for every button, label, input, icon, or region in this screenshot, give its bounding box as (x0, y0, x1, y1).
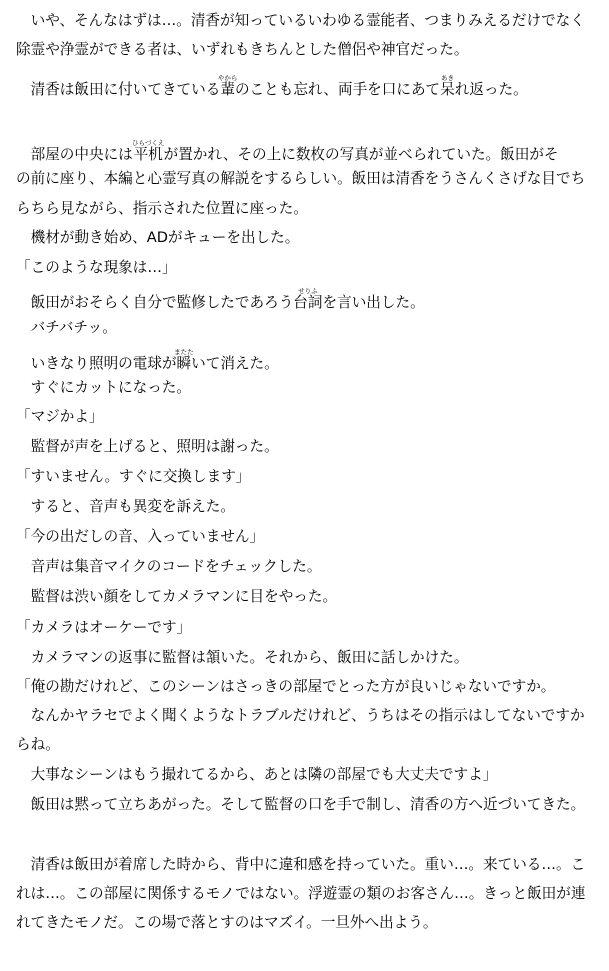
text-line: らね。 (16, 736, 60, 753)
furigana-word: 呆あき (440, 74, 455, 96)
furigana-reading: やから (217, 74, 238, 82)
text-line: なんかヤラセでよく聞くようなトラブルだけれど、うちはその指示はしてないですか (16, 707, 585, 724)
text-line: 大事なシーンはもう撮れてるから、あとは隣の部屋でも大丈夫ですよ」 (16, 766, 498, 783)
text-line: 「今の出だしの音、入っていません」 (16, 528, 265, 545)
text-line: れは…。この部屋に関係するモノではない。浮遊霊の類のお客さん…。きっと飯田が連 (16, 885, 586, 902)
text-line: 「このような現象は…」 (16, 259, 177, 276)
text-line: 飯田がおそらく自分で監修したであろう台詞せりふを言い出した。 (16, 287, 425, 309)
text-line: すぐにカットになった。 (16, 379, 191, 396)
furigana-reading: ひらづくえ (131, 139, 165, 147)
text-line: いや、そんなはずは…。清香が知っているいわゆる霊能者、つまりみえるだけでなく (16, 12, 585, 29)
text-line: らちら見ながら、指示された位置に座った。 (16, 200, 308, 217)
text-line: 「すいません。すぐに交換します」 (16, 468, 251, 485)
text-line: いきなり照明の電球が瞬またたいて消えた。 (16, 348, 279, 370)
text-line: 部屋の中央には平机ひらづくえが置かれ、その上に数枚の写真が並べられていた。飯田がそ (16, 139, 559, 161)
text-line: 監督は渋い顔をしてカメラマンに目をやった。 (16, 588, 338, 605)
text-line: 音声は集音マイクのコードをチェックした。 (16, 558, 322, 575)
text-line: 監督が声を上げると、照明は謝った。 (16, 438, 279, 455)
text-line: 清香は飯田に付いてきている輩やからのことも忘れ、両手を口にあて呆あきれ返った。 (16, 74, 528, 96)
text-line: 除霊や浄霊ができる者は、いずれもきちんとした僧侶や神官だった。 (16, 41, 469, 58)
text-line: 機材が動き始め、ADがキューを出した。 (16, 229, 300, 246)
text-line: バチバチッ。 (16, 319, 117, 336)
text-line: 「カメラはオーケーです」 (16, 619, 192, 636)
text-line: の前に座り、本編と心霊写真の解説をするらしい。飯田は清香をうさんくさげな目でち (16, 170, 586, 187)
furigana-word: 台詞せりふ (293, 287, 323, 309)
text-line: れてきたモノだ。この場で落とすのはマズイ。一旦外へ出よう。 (16, 914, 438, 931)
text-line: カメラマンの返事に監督は頷いた。それから、飯田に話しかけた。 (16, 649, 469, 666)
text-line: すると、音声も異変を訴えた。 (16, 498, 235, 515)
furigana-word: 瞬またた (174, 348, 194, 370)
furigana-reading: あき (440, 74, 455, 82)
text-line: 「マジかよ」 (16, 408, 104, 425)
furigana-reading: またた (174, 348, 194, 356)
furigana-reading: せりふ (293, 287, 323, 295)
furigana-word: 輩やから (217, 74, 238, 96)
text-line: 清香は飯田が着席した時から、背中に違和感を持っていた。重い…。来ている…。こ (16, 856, 586, 873)
text-line: 「俺の勘だけれど、このシーンはさっきの部屋でとった方が良いじゃないですか。 (16, 678, 556, 695)
text-line: 飯田は黙って立ちあがった。そして監督の口を手で制し、清香の方へ近づいてきた。 (16, 796, 586, 813)
furigana-word: 平机ひらづくえ (131, 139, 165, 161)
